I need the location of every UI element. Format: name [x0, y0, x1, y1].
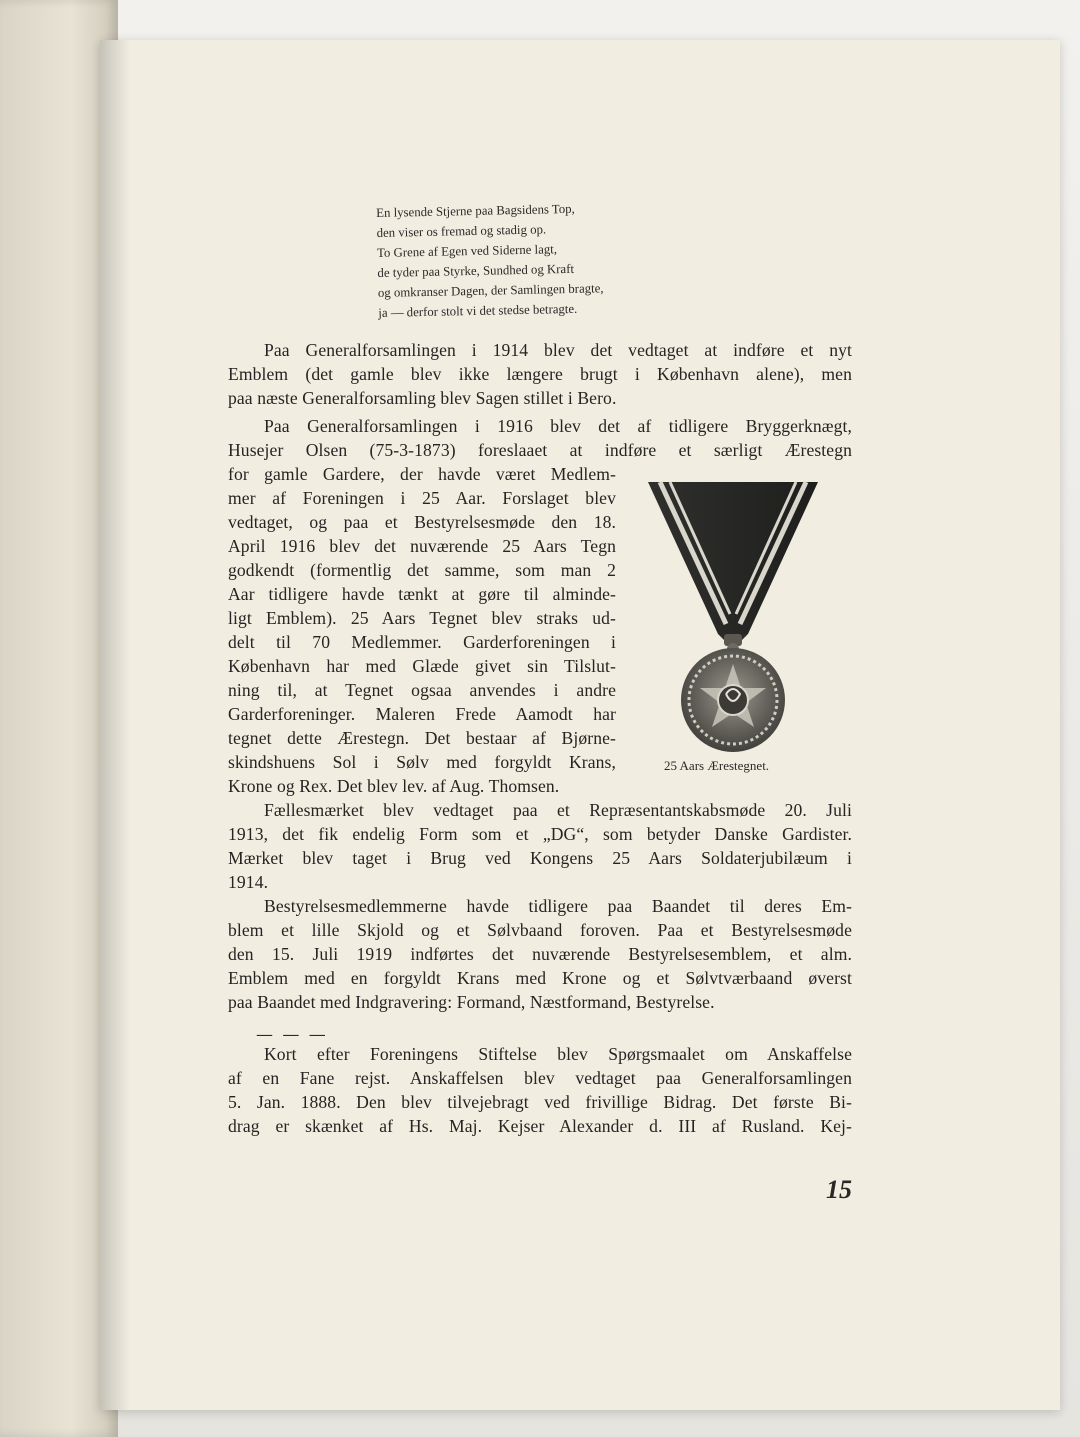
- poem-line: de tyder paa Styrke, Sundhed og Kraft: [377, 261, 575, 280]
- text-line: af en Fane rejst. Anskaffelsen blev vedtaget paa Generalforsamlingen: [228, 1068, 852, 1088]
- text-line: blem et lille Skjold og et Sølvbaand foroven. Paa et Bestyrelsesmøde: [228, 920, 852, 940]
- paragraph-5: [228, 1042, 852, 1138]
- text-line: paa næste Generalforsamling blev Sagen stillet i Bero.: [228, 388, 617, 408]
- text-line: godkendt (formentlig det samme, som man 2: [228, 560, 616, 580]
- poem-line: den viser os fremad og stadig op.: [376, 222, 547, 240]
- text-line: 1914.: [228, 872, 269, 892]
- medal-icon: [638, 474, 828, 754]
- text-line: delt til 70 Medlemmer. Garderforeningen i: [228, 632, 616, 652]
- text-line: Kort efter Foreningens Stiftelse blev Spørgsmaalet om Anskaffelse: [264, 1044, 852, 1064]
- text-line: Husejer Olsen (75-3-1873) foreslaaet at indføre et særligt Ærestegn: [228, 440, 852, 460]
- paragraph-2-narrow: [228, 462, 616, 798]
- poem-line: og omkranser Dagen, der Samlingen bragte,: [377, 281, 604, 300]
- text-line: Bestyrelsesmedlemmerne havde tidligere paa Baandet til deres Em-: [264, 896, 852, 916]
- poem-line: ja — derfor stolt vi det stedse betragte.: [378, 301, 578, 320]
- text-line: vedtaget, og paa et Bestyrelsesmøde den 18.: [228, 512, 616, 532]
- text-line: Emblem med en forgyldt Krans med Krone og et Sølvtværbaand øverst: [228, 968, 852, 988]
- text-line: Aar tidligere havde tænkt at gøre til alminde-: [228, 584, 616, 604]
- text-line: ligt Emblem). 25 Aars Tegnet blev straks ud-: [228, 608, 616, 628]
- text-line: paa Baandet med Indgravering: Formand, Næstformand, Bestyrelse.: [228, 992, 715, 1012]
- poem-line: To Grene af Egen ved Siderne lagt,: [376, 242, 558, 260]
- text-line: April 1916 blev det nuværende 25 Aars Tegn: [228, 536, 616, 556]
- text-line: Krone og Rex. Det blev lev. af Aug. Thomsen.: [228, 776, 560, 796]
- gutter-shadow: [100, 40, 130, 1410]
- text-line: den 15. Juli 1919 indførtes det nuværende Bestyrelsesemblem, et alm.: [228, 944, 852, 964]
- text-line: ning til, at Tegnet ogsaa anvendes i andre: [228, 680, 616, 700]
- paragraph-3: [228, 798, 852, 894]
- text-line: mer af Foreningen i 25 Aar. Forslaget blev: [228, 488, 616, 508]
- section-divider: — — —: [256, 1025, 328, 1045]
- text-line: 5. Jan. 1888. Den blev tilvejebragt ved frivillige Bidrag. Det første Bi-: [228, 1092, 852, 1112]
- text-line: Garderforeninger. Maleren Frede Aamodt har: [228, 704, 616, 724]
- text-line: skindshuens Sol i Sølv med forgyldt Krans,: [228, 752, 616, 772]
- text-line: Mærket blev taget i Brug ved Kongens 25 Aars Soldaterjubilæum i: [228, 848, 852, 868]
- text-line: Paa Generalforsamlingen i 1916 blev det af tidligere Bryggerknægt,: [264, 416, 852, 436]
- paragraph-1: [228, 338, 852, 410]
- paragraph-4: [228, 894, 852, 1014]
- paragraph-2: [228, 414, 852, 462]
- poem: [376, 196, 708, 323]
- text-line: Fællesmærket blev vedtaget paa et Repræsentantskabsmøde 20. Juli: [264, 800, 852, 820]
- text-line: tegnet dette Ærestegn. Det bestaar af Bjørne-: [228, 728, 616, 748]
- page-number: 15: [826, 1175, 852, 1204]
- medal-caption: 25 Aars Ærestegnet.: [664, 758, 770, 773]
- text-line: Emblem (det gamle blev ikke længere brugt i København alene), men: [228, 364, 852, 384]
- text-line: Paa Generalforsamlingen i 1914 blev det vedtaget at indføre et nyt: [264, 340, 852, 360]
- text-line: drag er skænket af Hs. Maj. Kejser Alexander d. III af Rusland. Kej-: [228, 1116, 852, 1136]
- text-line: København har med Glæde givet sin Tilslut-: [228, 656, 616, 676]
- medal-illustration: [638, 474, 828, 754]
- text-line: for gamle Gardere, der havde været Medlem-: [228, 464, 616, 484]
- poem-line: En lysende Stjerne paa Bagsidens Top,: [376, 201, 575, 220]
- text-line: 1913, det fik endelig Form som et „DG“, som betyder Danske Gardister.: [228, 824, 852, 844]
